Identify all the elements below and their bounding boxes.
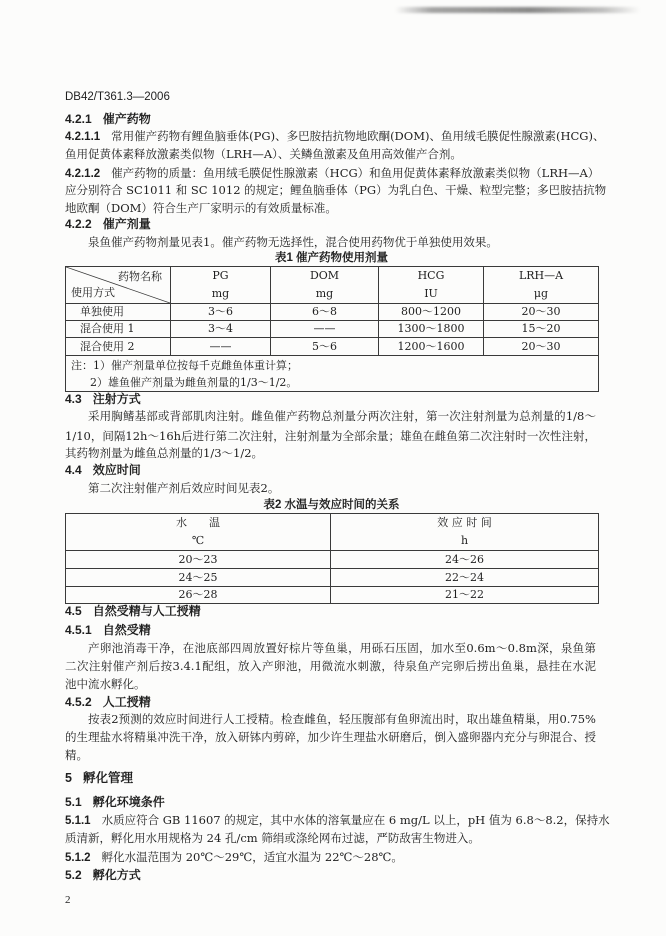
cell-hcg: 800～1200 xyxy=(379,304,484,321)
cell-dom: —— xyxy=(271,321,379,338)
paragraph-4-5-2-line-2: 的生理盐水将精巢冲洗干净，放入研钵内剪碎，加少许生理盐水研磨后，倒入盛卵器内充分与卵混合、授 xyxy=(65,730,596,744)
row-method: 混合使用 2 xyxy=(66,338,171,356)
clause-4-2-1-1-line-1 xyxy=(65,128,605,144)
clause-text: 孵化水温范围为 20℃～29℃，适宜水温为 22℃～28℃。 xyxy=(101,850,403,864)
paragraph-4-5-1-line-3: 池中流水孵化。 xyxy=(65,677,146,691)
section-title: 催产剂量 xyxy=(102,217,151,231)
paragraph-4-5-1-line-2: 二次注射催产剂后按3.4.1配组，放入产卵池，用微流水刺激，待泉鱼产完卵后捞出鱼巢，悬挂在水泥 xyxy=(65,659,596,673)
paragraph-4-5-1-line-1: 产卵池消毒干净，在池底部四周放置好棕片等鱼巢，用砾石压固，加水至0.6m～0.8m深，泉鱼第 xyxy=(88,641,596,655)
table-row xyxy=(66,587,599,604)
clause-4-2-1-2-line-3: 地欧酮（DOM）符合生产厂家明示的有效质量标准。 xyxy=(65,201,337,215)
cell-effect-time: 24～26 xyxy=(331,551,599,569)
cell-pg: 3～4 xyxy=(171,321,271,338)
column-header-lrh-a xyxy=(484,267,599,304)
table-1-header-row xyxy=(66,267,599,304)
clause-4-2-1-2-line-2: 应分别符合 SC1011 和 SC 1012 的规定；鲤鱼脑垂体（PG）为乳白色、干燥、粒型完整；多巴胺拮抗物 xyxy=(65,183,607,197)
cell-pg: —— xyxy=(171,338,271,356)
table-2-caption: 表2 水温与效应时间的关系 xyxy=(263,499,400,511)
section-title: 自然受精 xyxy=(102,623,151,637)
column-header-effect-time xyxy=(331,514,599,551)
section-number: 4.2.1 xyxy=(65,112,92,126)
section-number: 5.2 xyxy=(65,868,82,882)
heading-4-2-2 xyxy=(65,216,596,232)
cell-lrh-a: 20～30 xyxy=(484,338,599,356)
clause-5-1-1-line-2: 质清新，孵化用水用规格为 24 孔/cm 筛绢或涤纶网布过滤，严防敌害生物进入。 xyxy=(65,831,480,845)
heading-4-2-1 xyxy=(65,111,596,127)
clause-number: 4.2.1.2 xyxy=(65,168,101,180)
clause-5-1-2-line-1 xyxy=(65,849,596,865)
table-row xyxy=(66,551,599,569)
column-unit: mg xyxy=(315,287,334,300)
table-note-2: 2）雄鱼催产剂量为雌鱼剂量的1/3～1/2。 xyxy=(90,376,298,389)
table-2-header-row xyxy=(66,514,599,551)
heading-4-5 xyxy=(65,603,596,619)
section-title: 注射方式 xyxy=(92,392,141,406)
paragraph-4-3-line-2: 1/10，间隔12h～16h后进行第二次注射，注射剂量为全部余量；雄鱼在雌鱼第二次注射时一次性注射， xyxy=(65,429,596,443)
section-number: 5 xyxy=(65,771,72,785)
paragraph-4-5-2-line-1: 按表2预测的效应时间进行人工授精。检查雌鱼，轻压腹部有鱼卵流出时，取出雄鱼精巢，用0.75% xyxy=(88,712,596,726)
heading-4-5-2 xyxy=(65,694,596,710)
table-notes-row xyxy=(66,356,599,392)
column-header-dom xyxy=(271,267,379,304)
paragraph-4-3-line-1: 采用胸鳍基部或背部肌肉注射。雌鱼催产药物总剂量分两次注射，第一次注射剂量为总剂量的1/8～ xyxy=(88,409,596,423)
cell-lrh-a: 20～30 xyxy=(484,304,599,321)
page-number: 2 xyxy=(65,894,71,906)
section-title: 人工授精 xyxy=(102,695,151,709)
cell-water-temperature: 20～23 xyxy=(66,551,331,569)
table-row xyxy=(66,338,599,356)
table-1-caption: 表1 催产药物使用剂量 xyxy=(274,252,389,264)
clause-4-2-1-2-line-1 xyxy=(65,165,600,181)
clause-number: 5.1.2 xyxy=(65,852,91,864)
heading-4-5-1 xyxy=(65,622,596,638)
cell-dom: 5～6 xyxy=(271,338,379,356)
column-name: 效 应 时 间 xyxy=(437,516,492,529)
clause-number: 5.1.1 xyxy=(65,815,91,827)
section-number: 4.2.2 xyxy=(65,217,92,231)
clause-text: 常用催产药物有鲤鱼脑垂体(PG)、多巴胺拮抗物地欧酮(DOM)、鱼用绒毛膜促性腺激素(HCG)、 xyxy=(111,129,605,143)
cell-water-temperature: 24～25 xyxy=(66,569,331,587)
clause-text: 水质应符合 GB 11607 的规定，其中水体的溶氧量应在 6 mg/L 以上，pH 值为 6.8～8.2，保持水 xyxy=(101,813,610,827)
column-name: PG xyxy=(212,269,229,282)
diagonal-header-cell xyxy=(66,267,171,304)
table-notes xyxy=(66,356,599,392)
cell-pg: 3～6 xyxy=(171,304,271,321)
column-unit: IU xyxy=(424,287,438,300)
table-row xyxy=(66,304,599,321)
row-method: 混合使用 1 xyxy=(66,321,171,338)
table-note-1: 注：1）催产剂量单位按每千克雌鱼体重计算； xyxy=(71,359,298,372)
heading-5-1 xyxy=(65,794,596,810)
section-title: 效应时间 xyxy=(92,463,141,477)
column-unit: ℃ xyxy=(191,534,205,547)
heading-5 xyxy=(65,770,596,786)
table-2 xyxy=(65,513,599,604)
paragraph-4-3-line-3: 其药物剂量为雌鱼总剂量的1/3～1/2。 xyxy=(65,446,264,460)
column-unit: μg xyxy=(533,287,549,300)
table-row xyxy=(66,321,599,338)
heading-5-2 xyxy=(65,867,596,883)
cell-water-temperature: 26～28 xyxy=(66,587,331,604)
table-1 xyxy=(65,266,599,392)
corner-label-usage: 使用方式 xyxy=(71,286,115,299)
section-number: 4.5 xyxy=(65,604,82,618)
section-title: 催产药物 xyxy=(102,112,151,126)
clause-5-1-1-line-1 xyxy=(65,812,610,828)
clause-text: 催产药物的质量：鱼用绒毛膜促性腺激素（HCG）和鱼用促黄体素释放激素类似物（LRH—A） xyxy=(111,166,600,180)
clause-4-2-1-1-line-2: 鱼用促黄体素释放激素类似物（LRH—A）、关鳞鱼激素及鱼用高效催产合剂。 xyxy=(65,147,462,161)
cell-effect-time: 21～22 xyxy=(331,587,599,604)
cell-effect-time: 22～24 xyxy=(331,569,599,587)
column-name: 水 温 xyxy=(176,516,220,529)
cell-lrh-a: 15～20 xyxy=(484,321,599,338)
scan-artifact xyxy=(395,7,640,13)
column-unit: mg xyxy=(211,287,230,300)
column-header-pg xyxy=(171,267,271,304)
column-unit: h xyxy=(460,534,469,547)
paragraph-4-4-line-1: 第二次注射催产剂后效应时间见表2。 xyxy=(88,481,280,495)
heading-4-4 xyxy=(65,462,596,478)
section-number: 4.5.1 xyxy=(65,623,92,637)
column-name: DOM xyxy=(309,269,340,282)
section-number: 4.5.2 xyxy=(65,695,92,709)
cell-dom: 6～8 xyxy=(271,304,379,321)
column-name: HCG xyxy=(417,269,445,282)
table-row xyxy=(66,569,599,587)
paragraph-4-2-2-line-1: 泉鱼催产药物剂量见表1。催产药物无选择性，混合使用药物优于单独使用效果。 xyxy=(88,235,498,249)
section-number: 4.3 xyxy=(65,392,82,406)
row-method: 单独使用 xyxy=(66,304,171,321)
cell-hcg: 1300～1800 xyxy=(379,321,484,338)
section-title: 孵化管理 xyxy=(82,771,133,785)
heading-4-3 xyxy=(65,391,596,407)
cell-hcg: 1200～1600 xyxy=(379,338,484,356)
column-name: LRH—A xyxy=(518,269,564,282)
section-title: 孵化环境条件 xyxy=(92,795,165,809)
corner-label-drug-name: 药物名称 xyxy=(118,270,162,283)
document-code: DB42/T361.3—2006 xyxy=(65,91,170,103)
clause-number: 4.2.1.1 xyxy=(65,131,101,143)
section-number: 5.1 xyxy=(65,795,82,809)
column-header-hcg xyxy=(379,267,484,304)
section-number: 4.4 xyxy=(65,463,82,477)
column-header-water-temperature xyxy=(66,514,331,551)
paragraph-4-5-2-line-3: 精。 xyxy=(65,748,88,762)
section-title: 孵化方式 xyxy=(92,868,141,882)
section-title: 自然受精与人工授精 xyxy=(92,604,201,618)
